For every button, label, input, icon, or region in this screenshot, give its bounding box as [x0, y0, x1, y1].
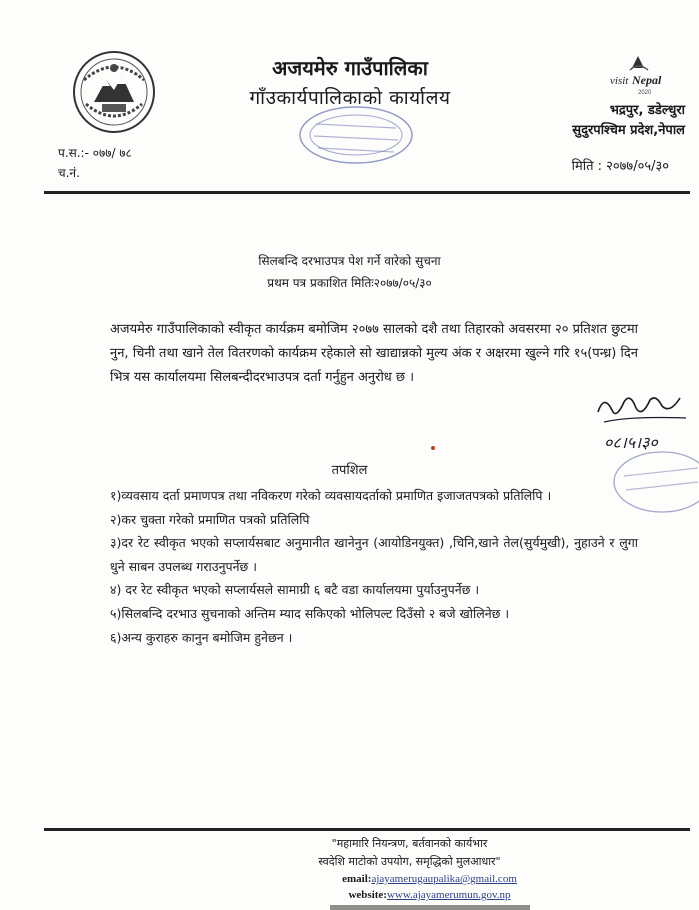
notice-subtitle: प्रथम पत्र प्रकाशित मितिः२०७७/०५/३०	[267, 276, 432, 290]
website-label: website:	[348, 889, 387, 901]
email-label: email:	[342, 873, 372, 885]
cropped-text-fragment	[330, 905, 530, 910]
slogan-line-1: "महामारि नियन्त्रण, बर्तवानको कार्यभार	[331, 837, 488, 850]
svg-text:Nepal: Nepal	[632, 73, 662, 87]
notice-body: अजयमेरु गाउँपालिकाको स्वीकृत कार्यक्रम बमोजिम २०७७ सालको दशै तथा तिहारको अवसरमा २० प्रतिशत छुटमा नुन, चिनी तथा खाने तेल वितरणको कार्यक्रम रहेकाले सो खाद्यान्नको मुल्य अंक र अक्षरमा खुल्ने गरि १५(पन्ध्र) दिन भित्र यस कार्यालयमा सिलबन्दीदरभाउपत्र दर्ता गर्नुहुन अनुरोध छ ।	[110, 322, 638, 385]
email-line	[0, 873, 699, 885]
ink-dot	[431, 446, 435, 450]
org-name: अजयमेरु गाउँपालिका	[272, 56, 428, 80]
list-item: ४) दर रेट स्वीकृत भएको सप्लार्यसले सामाग्री ६ बटै वडा कार्यालयमा पुर्याउनुपर्नेछ ।	[110, 582, 480, 598]
svg-text:visit: visit	[610, 75, 629, 87]
svg-text:०८।५।३०: ०८।५।३०	[604, 433, 658, 452]
address-line-1: भद्रपुर, डडेल्धुरा	[609, 103, 685, 118]
website-line	[0, 889, 699, 901]
footer-divider	[44, 828, 690, 831]
org-office: गाँउकार्यपालिकाको कार्यालय	[249, 87, 451, 109]
header-divider	[44, 191, 690, 194]
address-line-2: सुदुरपश्चिम प्रदेश,नेपाल	[572, 123, 685, 138]
visit-nepal-logo-icon	[608, 52, 672, 98]
notice-title: सिलबन्दि दरभाउपत्र पेश गर्ने वारेको सुचना	[258, 254, 441, 268]
list-item: २)कर चुक्ता गरेको प्रमाणित पत्रको प्रतिलिपि	[110, 511, 310, 527]
reference-number: प.स.:- ०७७/ ७८	[58, 146, 132, 160]
list-item: ६)अन्य कुराहरु कानुन बमोजिम हुनेछन ।	[110, 629, 293, 645]
email-link[interactable]: ajayamerugaupalika@gmail.com	[371, 873, 517, 885]
nepal-emblem-icon	[72, 50, 156, 134]
list-item: ५)सिलबन्दि दरभाउ सुचनाको अन्तिम म्याद सकिएको भोलिपल्ट दिउँसो २ बजे खोलिनेछ ।	[110, 605, 510, 621]
list-item: ३)दर रेट स्वीकृत भएको सप्लार्यसबाट अनुमानीत खानेनुन (आयोडिनयुक्त) ,चिनि,खाने तेल(सुर्यमुखी), नुहाउने र लुगा धुने साबन उपलब्ध गराउनुपर्नेछ ।	[110, 535, 638, 574]
details-heading: तपशिल	[331, 463, 368, 478]
website-link[interactable]: www.ajayamerumun.gov.np	[386, 889, 511, 901]
dispatch-number: च.नं.	[58, 166, 80, 180]
letter-date: मिति : २०७७/०५/३०	[571, 159, 669, 174]
details-list	[110, 484, 638, 649]
slogan-line-2: स्वदेशि माटोको उपयोग, समृद्धिको मुलआधार"	[318, 855, 501, 868]
office-stamp-icon	[296, 104, 416, 166]
svg-text:2020: 2020	[638, 90, 652, 96]
list-item: १)व्यवसाय दर्ता प्रमाणपत्र तथा नविकरण गरेको व्यवसायदर्ताको प्रमाणित इजाजतपत्रको प्रतिलिपि ।	[110, 488, 552, 503]
